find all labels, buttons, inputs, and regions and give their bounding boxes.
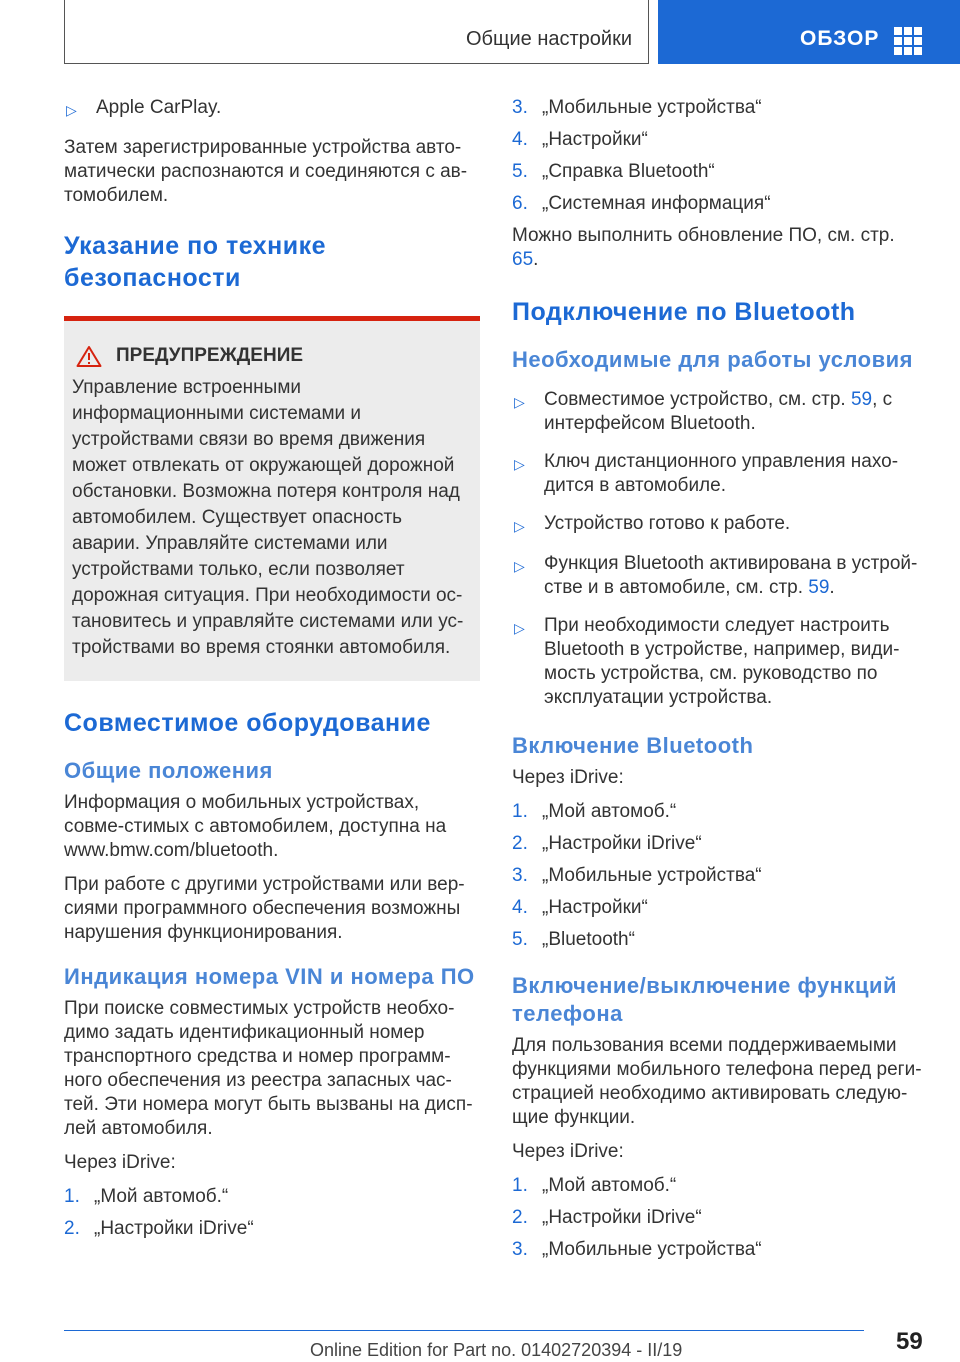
step-text: „Мой автомоб.“: [94, 1186, 229, 1207]
list-item: [512, 1174, 924, 1198]
step-number: 1.: [64, 1186, 80, 1207]
list-item: [512, 800, 924, 824]
paragraph: Можно выполнить обновление ПО, см. стр. 65.: [512, 225, 895, 270]
warning-title: ПРЕДУПРЕЖДЕНИЕ: [116, 345, 304, 366]
warning-text: Управление встроенными информационными системами и устройствами связи во время движения может отвлекать от окружающей дорожной обстановки. Возможна потеря контроля над автомобилем. Существует опасность аварии. Управляйте системами или устройствами только, если позволяет дорожная ситуация. При необходимости ос-тановитесь и управляйте системами или ус-тройствами во время стоянки автомобиля.: [72, 377, 464, 658]
list-item: [512, 1206, 924, 1230]
paragraph: При работе с другими устройствами или вер-сиями программного обеспечения возможны нарушения функционирования.: [64, 874, 465, 943]
step-number: 2.: [512, 833, 528, 854]
list-item: [512, 388, 924, 436]
step-text: „Справка Bluetooth“: [542, 161, 715, 182]
page-link[interactable]: 59: [850, 389, 873, 410]
step-text: „Настройки“: [542, 897, 648, 918]
bullet-text: [544, 388, 924, 436]
list-item: [512, 896, 924, 920]
triangle-bullet-icon: ▷: [514, 620, 525, 636]
list-item: [512, 160, 924, 184]
list-item: [512, 450, 924, 498]
warning-header: [72, 345, 474, 367]
paragraph: Информация о мобильных устройствах, совме-стимых с автомобилем, доступна на www.bmw.com/bluetooth.: [64, 792, 447, 861]
triangle-bullet-icon: ▷: [514, 394, 525, 410]
bullet-text: При необходимости следует настроить Bluetooth в устройстве, например, види-мость устройства, см. руководство по эксплуатации устройства.: [544, 615, 900, 708]
vin-heading: Индикация номера VIN и номера ПО: [64, 964, 475, 989]
step-text: „Bluetooth“: [542, 929, 635, 950]
list-item: [64, 1217, 480, 1241]
bullet-text-part: .: [829, 577, 835, 598]
step-number: 6.: [512, 193, 528, 214]
list-item: [512, 552, 924, 600]
step-number: 4.: [512, 129, 528, 150]
overview-tab-label: ОБЗОР: [800, 27, 880, 50]
grid-menu-icon[interactable]: [894, 27, 922, 55]
phone-functions-heading: Включение/выключение функций телефона: [512, 973, 898, 1026]
step-text: „Настройки iDrive“: [542, 833, 702, 854]
bullet-text-part: Функция Bluetooth активирована в устрой-стве и в автомобиле, см. стр.: [544, 553, 918, 598]
step-text: „Мобильные устройства“: [542, 97, 762, 118]
step-number: 3.: [512, 1239, 528, 1260]
step-text: „Настройки iDrive“: [542, 1207, 702, 1228]
left-column: [64, 96, 480, 1249]
list-item: [512, 864, 924, 888]
step-number: 5.: [512, 929, 528, 950]
general-heading: Общие положения: [64, 758, 273, 783]
bullet-text: Apple CarPlay.: [96, 97, 222, 118]
step-number: 3.: [512, 865, 528, 886]
list-item: [512, 832, 924, 856]
list-item: [64, 96, 480, 122]
warning-box: [64, 316, 480, 681]
paragraph: Для пользования всеми поддерживаемыми функциями мобильного телефона перед реги-страцией необходимо активировать следую-щие функции.: [512, 1035, 922, 1128]
bullet-text: Ключ дистанционного управления нахо-дится в автомобиле.: [544, 451, 899, 496]
page-link[interactable]: 59: [808, 577, 830, 598]
step-number: 2.: [64, 1218, 80, 1239]
requirements-heading: Необходимые для работы условия: [512, 347, 913, 372]
bullet-text-part: , с интерфейсом Bluetooth.: [544, 389, 893, 434]
triangle-bullet-icon: ▷: [514, 558, 525, 574]
paragraph: При поиске совместимых устройств необхо-димо задать идентификационный номер транспортного средства и номер программ-ного обеспечения из реестра запасных час-тей. Эти номера могут быть вызваны на дисп-лей автомобиля.: [64, 998, 473, 1139]
compat-heading: Совместимое оборудование: [64, 709, 431, 737]
header-title-box: [64, 0, 649, 64]
overview-tab[interactable]: [658, 0, 960, 64]
list-item: [512, 128, 924, 152]
paragraph: Через iDrive:: [512, 767, 624, 788]
enable-bluetooth-heading: Включение Bluetooth: [512, 733, 754, 758]
step-text: „Настройки iDrive“: [94, 1218, 254, 1239]
step-number: 2.: [512, 1207, 528, 1228]
update-text: Можно выполнить обновление ПО, см. стр.: [512, 225, 895, 246]
step-number: 1.: [512, 1175, 528, 1196]
bullet-text: [544, 552, 924, 600]
footer-divider: [64, 1330, 864, 1331]
triangle-bullet-icon: ▷: [514, 518, 525, 534]
bullet-text: Устройство готово к работе.: [544, 513, 791, 534]
list-item: [512, 512, 924, 538]
paragraph: Через iDrive:: [512, 1141, 624, 1162]
step-text: „Мобильные устройства“: [542, 865, 762, 886]
step-number: 1.: [512, 801, 528, 822]
list-item: [512, 96, 924, 120]
step-text: „Настройки“: [542, 129, 648, 150]
triangle-bullet-icon: ▷: [514, 456, 525, 472]
page-number: 59: [896, 1328, 923, 1355]
page-link[interactable]: 65: [512, 249, 534, 270]
warning-triangle-icon: [76, 345, 102, 367]
step-number: 4.: [512, 897, 528, 918]
step-text: „Мой автомоб.“: [542, 1175, 677, 1196]
bullet-text-part: Совместимое устройство, см. стр.: [544, 389, 846, 410]
list-item: [512, 614, 924, 710]
list-item: [512, 1238, 924, 1262]
step-number: 5.: [512, 161, 528, 182]
list-item: [512, 192, 924, 216]
paragraph: Через iDrive:: [64, 1152, 176, 1173]
list-item: [64, 1185, 480, 1209]
safety-heading: Указание по технике безопасности: [64, 232, 327, 292]
list-item: [512, 928, 924, 952]
header-title: Общие настройки: [466, 28, 632, 50]
edition-note: Online Edition for Part no. 01402720394 - II/19: [310, 1340, 683, 1360]
paragraph: Затем зарегистрированные устройства авто-матически распознаются и соединяются с ав-томобилем.: [64, 137, 468, 206]
connect-heading: Подключение по Bluetooth: [512, 298, 856, 326]
step-text: „Мобильные устройства“: [542, 1239, 762, 1260]
right-column: [512, 96, 924, 1270]
step-number: 3.: [512, 97, 528, 118]
triangle-bullet-icon: ▷: [66, 102, 77, 118]
step-text: „Мой автомоб.“: [542, 801, 677, 822]
step-text: „Системная информация“: [542, 193, 771, 214]
